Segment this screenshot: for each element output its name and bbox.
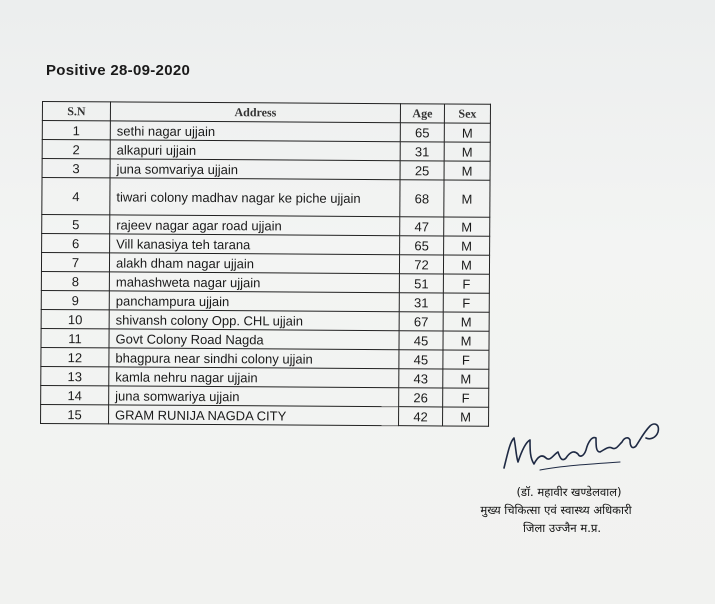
cell-sex: M — [443, 312, 489, 331]
cell-sex: M — [444, 217, 490, 236]
cell-sex: F — [443, 293, 489, 312]
cell-address: GRAM RUNIJA NAGDA CITY — [109, 405, 399, 426]
cell-address: mahashweta nagar ujjain — [109, 272, 399, 293]
cell-address: Govt Colony Road Nagda — [109, 329, 399, 350]
cell-sn: 13 — [41, 366, 109, 385]
cell-age: 68 — [400, 180, 444, 217]
table-row — [42, 178, 490, 218]
cell-address: bhagpura near sindhi colony ujjain — [109, 348, 399, 369]
cell-address: juna somvariya ujjain — [110, 159, 400, 180]
positive-cases-table-wrapper — [40, 101, 490, 440]
cell-sn: 4 — [42, 178, 110, 215]
cell-sex: M — [443, 255, 489, 274]
cell-sn: 12 — [41, 347, 109, 366]
document-title: Positive 28-09-2020 — [46, 62, 191, 79]
cell-age: 31 — [400, 142, 444, 161]
cell-age: 67 — [399, 312, 443, 331]
header-address: Address — [110, 102, 400, 123]
cell-age: 51 — [399, 274, 443, 293]
signatory-name: (डॉ. महावीर खण्डेलवाल) — [516, 485, 622, 499]
cell-sex: M — [443, 369, 489, 388]
cell-sex: M — [443, 407, 489, 426]
cell-age: 45 — [399, 350, 443, 369]
cell-address: sethi nagar ujjain — [110, 121, 400, 142]
cell-sn: 11 — [41, 328, 109, 347]
cell-age: 45 — [399, 331, 443, 350]
header-age: Age — [400, 104, 444, 123]
cell-sn: 15 — [41, 404, 109, 423]
cell-address: alkapuri ujjain — [110, 140, 400, 161]
cell-sex: F — [443, 388, 489, 407]
cell-sex: M — [444, 236, 490, 255]
cell-age: 25 — [400, 161, 444, 180]
cell-age: 47 — [400, 217, 444, 236]
cell-sex: M — [443, 331, 489, 350]
cell-sn: 3 — [42, 159, 110, 178]
cell-sn: 8 — [41, 271, 109, 290]
cell-sn: 5 — [42, 215, 110, 234]
header-sn: S.N — [42, 102, 110, 121]
cell-sn: 2 — [42, 140, 110, 159]
signatory-block — [448, 483, 668, 537]
cell-age: 42 — [399, 407, 443, 426]
cell-sex: M — [444, 180, 490, 217]
handwritten-signature — [500, 412, 670, 474]
cell-sex: F — [443, 274, 489, 293]
cell-address: kamla nehru nagar ujjain — [109, 367, 399, 388]
signatory-place: जिला उज्जैन म.प्र. — [522, 521, 602, 535]
cell-age: 31 — [399, 293, 443, 312]
cell-age: 72 — [399, 255, 443, 274]
cell-sn: 9 — [41, 290, 109, 309]
cell-address: rajeev nagar agar road ujjain — [110, 215, 400, 236]
cell-sn: 1 — [42, 121, 110, 140]
cell-address: panchampura ujjain — [109, 291, 399, 312]
cell-sex: M — [444, 123, 490, 142]
cell-address: juna somwariya ujjain — [109, 386, 399, 407]
signatory-designation: मुख्य चिकित्सा एवं स्वास्थ्य अधिकारी — [480, 503, 632, 517]
cell-sex: M — [444, 142, 490, 161]
table-row — [41, 404, 489, 426]
cell-sn: 10 — [41, 309, 109, 328]
cell-age: 43 — [399, 369, 443, 388]
cell-sn: 6 — [42, 234, 110, 253]
cell-address: alakh dham nagar ujjain — [109, 253, 399, 274]
cell-age: 65 — [400, 236, 444, 255]
header-sex: Sex — [444, 104, 490, 123]
cell-sex: M — [444, 161, 490, 180]
cell-age: 65 — [400, 123, 444, 142]
cell-sn: 7 — [41, 253, 109, 272]
positive-cases-table — [40, 101, 491, 427]
cell-address: shivansh colony Opp. CHL ujjain — [109, 310, 399, 331]
cell-sex: F — [443, 350, 489, 369]
cell-address: tiwari colony madhav nagar ke piche ujjain — [110, 178, 400, 217]
cell-age: 26 — [399, 388, 443, 407]
cell-address: Vill kanasiya teh tarana — [110, 234, 400, 255]
cell-sn: 14 — [41, 385, 109, 404]
